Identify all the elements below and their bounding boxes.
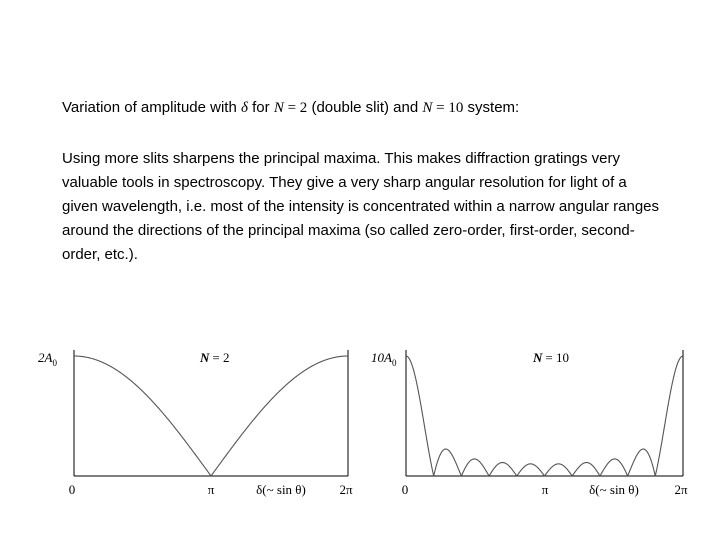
chart-n10-tick-0: 0 bbox=[401, 482, 409, 497]
n-value-10: 10 bbox=[448, 100, 464, 116]
intro-text-4: system: bbox=[463, 99, 520, 116]
delta-symbol: δ bbox=[240, 100, 248, 116]
chart-n2 bbox=[38, 350, 353, 497]
intro-text-1: Variation of amplitude with bbox=[62, 99, 241, 116]
chart-n10-title: N = 10 bbox=[533, 350, 569, 365]
intro-text-2: for bbox=[247, 99, 274, 116]
intro-text-3: (double slit) and bbox=[307, 99, 423, 116]
equals-1: = bbox=[283, 100, 300, 116]
chart-n10-y-label: $10A_0$ bbox=[371, 350, 397, 368]
chart-n2-tick-0: 0 bbox=[68, 482, 76, 497]
chart-n10-tick-pi: π bbox=[541, 482, 549, 497]
chart-n2-x-label: δ(~ sin θ) bbox=[256, 482, 306, 497]
chart-n2-y-label: $2A_0$ bbox=[38, 350, 57, 368]
chart-n10-curve bbox=[406, 356, 683, 476]
chart-n10-x-label: δ(~ sin θ) bbox=[589, 482, 639, 497]
chart-n2-title: N = 2 bbox=[200, 350, 230, 365]
chart-n2-tick-2pi: 2π bbox=[339, 482, 353, 497]
chart-n10 bbox=[371, 350, 688, 497]
n-variable-2: N bbox=[422, 100, 433, 116]
chart-n10-tick-2pi: 2π bbox=[674, 482, 688, 497]
chart-n2-tick-pi: π bbox=[207, 482, 215, 497]
equals-2: = bbox=[432, 100, 449, 116]
n-value-2: 2 bbox=[299, 100, 308, 116]
body-paragraph: Using more slits sharpens the principal maxima. This makes diffraction gratings very valuable tools in spectroscopy. They give a very sharp angular resolution for light of a given wavelength, i.e. most of the intensity is concentrated within a narrow angular ranges around the directions of the principal maxima (so called zero-order, first-order, second-order, etc.). bbox=[62, 150, 659, 263]
chart-n2-curve bbox=[74, 356, 348, 476]
n-variable-1: N bbox=[273, 100, 284, 116]
